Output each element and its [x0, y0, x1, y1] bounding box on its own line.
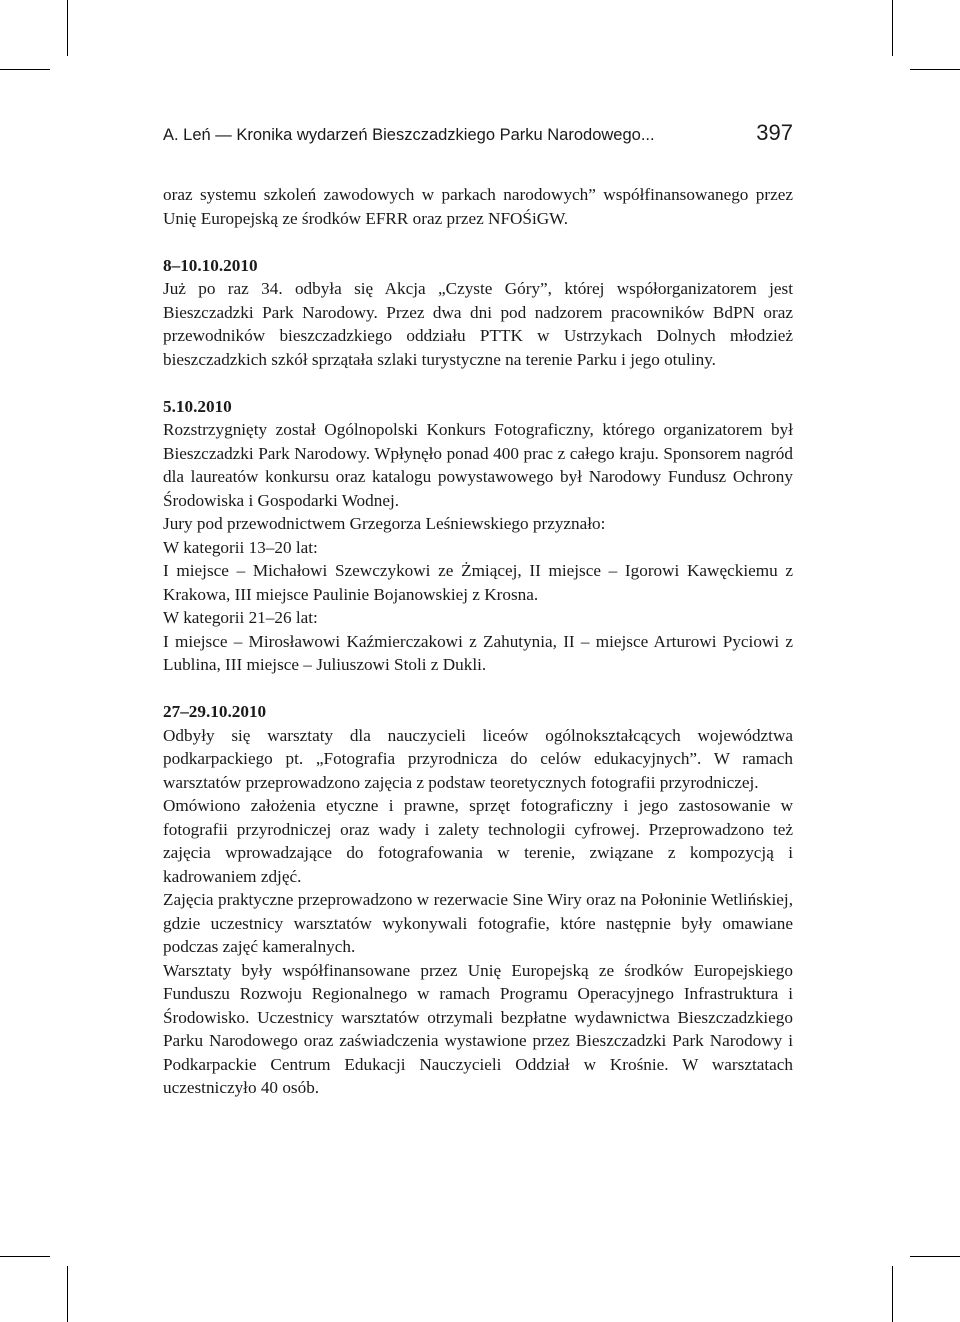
chronicle-entry [163, 395, 793, 677]
crop-mark [0, 69, 50, 70]
entry-paragraph: Już po raz 34. odbyła się Akcja „Czyste Góry”, której współorganizatorem jest Bieszczadzki Park Narodowy. Przez dwa dni pod nadzorem pracowników BdPN oraz przewodników bieszczadzkiego oddziału PTTK w Ustrzykach Dolnych młodzież bieszczadzkich szkół sprzątała szlaki turystyczne na terenie Parku i jego otuliny. [163, 279, 793, 369]
entry-paragraph: I miejsce – Mirosławowi Kaźmierczakowi z Zahutynia, II – miejsce Arturowi Pyciowi z Lublina, III miejsce – Juliuszowi Stoli z Dukli. [163, 631, 793, 674]
intro-paragraph: oraz systemu szkoleń zawodowych w parkach narodowych” współfinansowanego przez Unię Europejską ze środków EFRR oraz przez NFOŚiGW. [163, 185, 793, 228]
entry-paragraph: Omówiono założenia etyczne i prawne, sprzęt fotograficzny i jego zastosowanie w fotografii przyrodniczej oraz wady i zalety technologii cyfrowej. Przeprowadzono też zajęcia wprowadzające do fotografowania w terenie, związane z kompozycją i kadrowaniem zdjęć. [163, 796, 793, 886]
entry-date: 27–29.10.2010 [163, 702, 267, 721]
crop-mark [892, 0, 893, 56]
entry-paragraph: Warsztaty były współfinansowane przez Unię Europejską ze środków Europejskiego Funduszu Rozwoju Regionalnego w ramach Programu Operacyjnego Infrastruktura i Środowisko. Uczestnicy warsztatów otrzymali bezpłatne wydawnictwa Bieszczadzkiego Parku Narodowego oraz zaświadczenia wystawione przez Bieszczadzki Park Narodowy i Podkarpackie Centrum Edukacji Nauczycieli Oddział w Krośnie. W warsztatach uczestniczyło 40 osób. [163, 960, 793, 1097]
entry-date: 8–10.10.2010 [163, 255, 258, 275]
entry-date: 5.10.2010 [163, 396, 232, 416]
entry-paragraph: W kategorii 21–26 lat: [163, 608, 318, 627]
crop-mark [910, 69, 960, 70]
entry-paragraph: Rozstrzygnięty został Ogólnopolski Konkurs Fotograficzny, którego organizatorem był Bieszczadzki Park Narodowy. Wpłynęło ponad 400 prac z całego kraju. Sponsorem nagród dla laureatów konkursu oraz katalogu powystawowego był Narodowy Fundusz Ochrony Środowiska i Gospodarki Wodnej. [163, 420, 793, 510]
page-body [163, 121, 793, 1100]
crop-mark [67, 0, 68, 56]
crop-mark [67, 1266, 68, 1322]
crop-mark [0, 1256, 50, 1257]
crop-mark [910, 1256, 960, 1257]
entry-paragraph: Jury pod przewodnictwem Grzegorza Leśniewskiego przyznało: [163, 514, 606, 533]
crop-mark [892, 1266, 893, 1322]
page-number: 397 [756, 120, 793, 145]
entry-paragraph: Odbyły się warsztaty dla nauczycieli liceów ogólnokształcących województwa podkarpackiego pt. „Fotografia przyrodnicza do celów edukacyjnych”. W ramach warsztatów przeprowadzono zajęcia z podstaw teoretycznych fotografii przyrodniczej. [163, 725, 793, 792]
entry-paragraph: W kategorii 13–20 lat: [163, 537, 318, 557]
entry-paragraph: I miejsce – Michałowi Szewczykowi ze Żmiącej, II miejsce – Igorowi Kawęckiemu z Krakowa, III miejsce Paulinie Bojanowskiej z Krosna. [163, 561, 793, 604]
entry-paragraph: Zajęcia praktyczne przeprowadzono w rezerwacie Sine Wiry oraz na Połoninie Wetlińskiej, gdzie uczestnicy warsztatów wykonywali fotografie, które następnie były omawiane podczas zajęć kameralnych. [163, 890, 793, 956]
running-header [163, 121, 793, 153]
chronicle-entry [163, 254, 793, 372]
chronicle-entry [163, 700, 793, 1100]
running-title: A. Leń — Kronika wydarzeń Bieszczadzkiego Parku Narodowego... [163, 126, 655, 144]
